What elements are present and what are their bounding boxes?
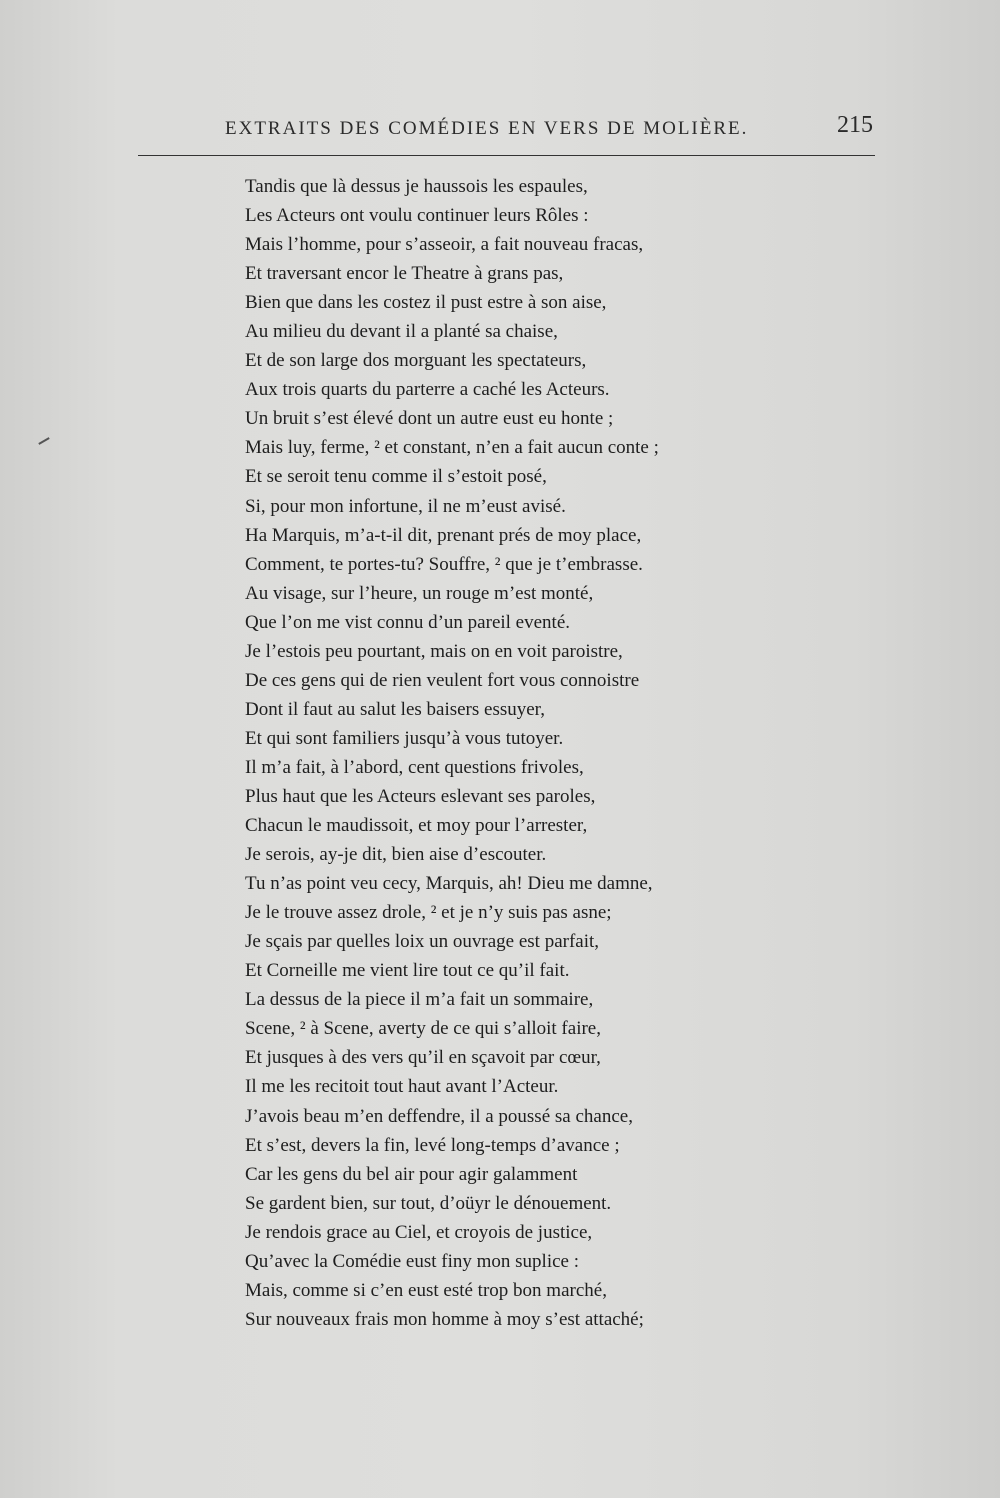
verse-line: La dessus de la piece il m’a fait un sommaire, <box>245 989 594 1011</box>
verse-line: Et se seroit tenu comme il s’estoit posé, <box>245 466 547 488</box>
margin-pen-mark <box>38 437 49 445</box>
verse-line: Je rendois grace au Ciel, et croyois de justice, <box>245 1221 593 1243</box>
verse-line: Car les gens du bel air pour agir galamment <box>245 1163 578 1185</box>
verse-line: Et jusques à des vers qu’il en sçavoit par cœur, <box>245 1047 601 1069</box>
verse-line: Aux trois quarts du parterre a caché les Acteurs. <box>245 379 610 401</box>
verse-line: Comment, te portes-tu? Souffre, ² que je t’embrasse. <box>245 553 643 575</box>
page-number: 215 <box>837 112 873 138</box>
verse-line: Il me les recitoit tout haut avant l’Acteur. <box>245 1076 559 1098</box>
verse-line: Tandis que là dessus je haussois les espaules, <box>245 176 588 197</box>
verse-line: Bien que dans les costez il pust estre à son aise, <box>245 292 607 314</box>
verse-line: Les Acteurs ont voulu continuer leurs Rôles : <box>245 205 589 227</box>
verse-line: Que l’on me vist connu d’un pareil eventé. <box>245 611 571 633</box>
verse-line: Il m’a fait, à l’abord, cent questions frivoles, <box>245 756 584 778</box>
verse-line: Et traversant encor le Theatre à grans pas, <box>245 263 564 285</box>
verse-line: Plus haut que les Acteurs eslevant ses paroles, <box>245 785 596 807</box>
verse-line: Je sçais par quelles loix un ouvrage est parfait, <box>245 931 600 953</box>
verse-line: Sur nouveaux frais mon homme à moy s’est attaché; <box>245 1308 644 1330</box>
verse-line: Si, pour mon infortune, il ne m’eust avisé. <box>245 495 566 517</box>
verse-line: Et qui sont familiers jusqu’à vous tutoyer. <box>245 727 564 749</box>
running-head <box>140 112 875 144</box>
verse-line: Scene, ² à Scene, averty de ce qui s’alloit faire, <box>245 1018 601 1040</box>
verse-line: J’avois beau m’en deffendre, il a poussé sa chance, <box>245 1105 633 1127</box>
verse-line: Et de son large dos morguant les spectateurs, <box>245 350 587 372</box>
verse-line: Au visage, sur l’heure, un rouge m’est monté, <box>245 582 594 604</box>
verse-line: Dont il faut au salut les baisers essuyer, <box>245 698 546 720</box>
verse-line: De ces gens qui de rien veulent fort vous connoistre <box>245 669 640 691</box>
verse-line: Mais, comme si c’en eust esté trop bon marché, <box>245 1279 607 1301</box>
verse-list <box>245 172 805 1334</box>
verse-line: Je serois, ay-je dit, bien aise d’escouter. <box>245 844 547 866</box>
verse-line: Au milieu du devant il a planté sa chaise, <box>245 321 558 343</box>
verse-line: Qu’avec la Comédie eust finy mon suplice : <box>245 1250 579 1272</box>
verse-line: Un bruit s’est élevé dont un autre eust eu honte ; <box>245 408 614 430</box>
verse-line: Tu n’as point veu cecy, Marquis, ah! Dieu me damne, <box>245 873 653 895</box>
verse-line: Je l’estois peu pourtant, mais on en voit paroistre, <box>245 640 623 662</box>
running-title: EXTRAITS DES COMÉDIES EN VERS DE MOLIÈRE. <box>225 118 749 139</box>
verse-line: Et Corneille me vient lire tout ce qu’il fait. <box>245 960 570 982</box>
verse-line: Et s’est, devers la fin, levé long-temps d’avance ; <box>245 1134 620 1156</box>
verse-line: Se gardent bien, sur tout, d’oüyr le dénouement. <box>245 1192 612 1214</box>
verse-line: Chacun le maudissoit, et moy pour l’arrester, <box>245 815 588 837</box>
verse-line: Je le trouve assez drole, ² et je n’y suis pas asne; <box>245 902 612 924</box>
verse-line: Ha Marquis, m’a-t-il dit, prenant prés de moy place, <box>245 524 642 546</box>
verse-line: Mais luy, ferme, ² et constant, n’en a fait aucun conte ; <box>245 437 659 459</box>
header-rule <box>138 155 875 156</box>
verse-line: Mais l’homme, pour s’asseoir, a fait nouveau fracas, <box>245 234 644 256</box>
